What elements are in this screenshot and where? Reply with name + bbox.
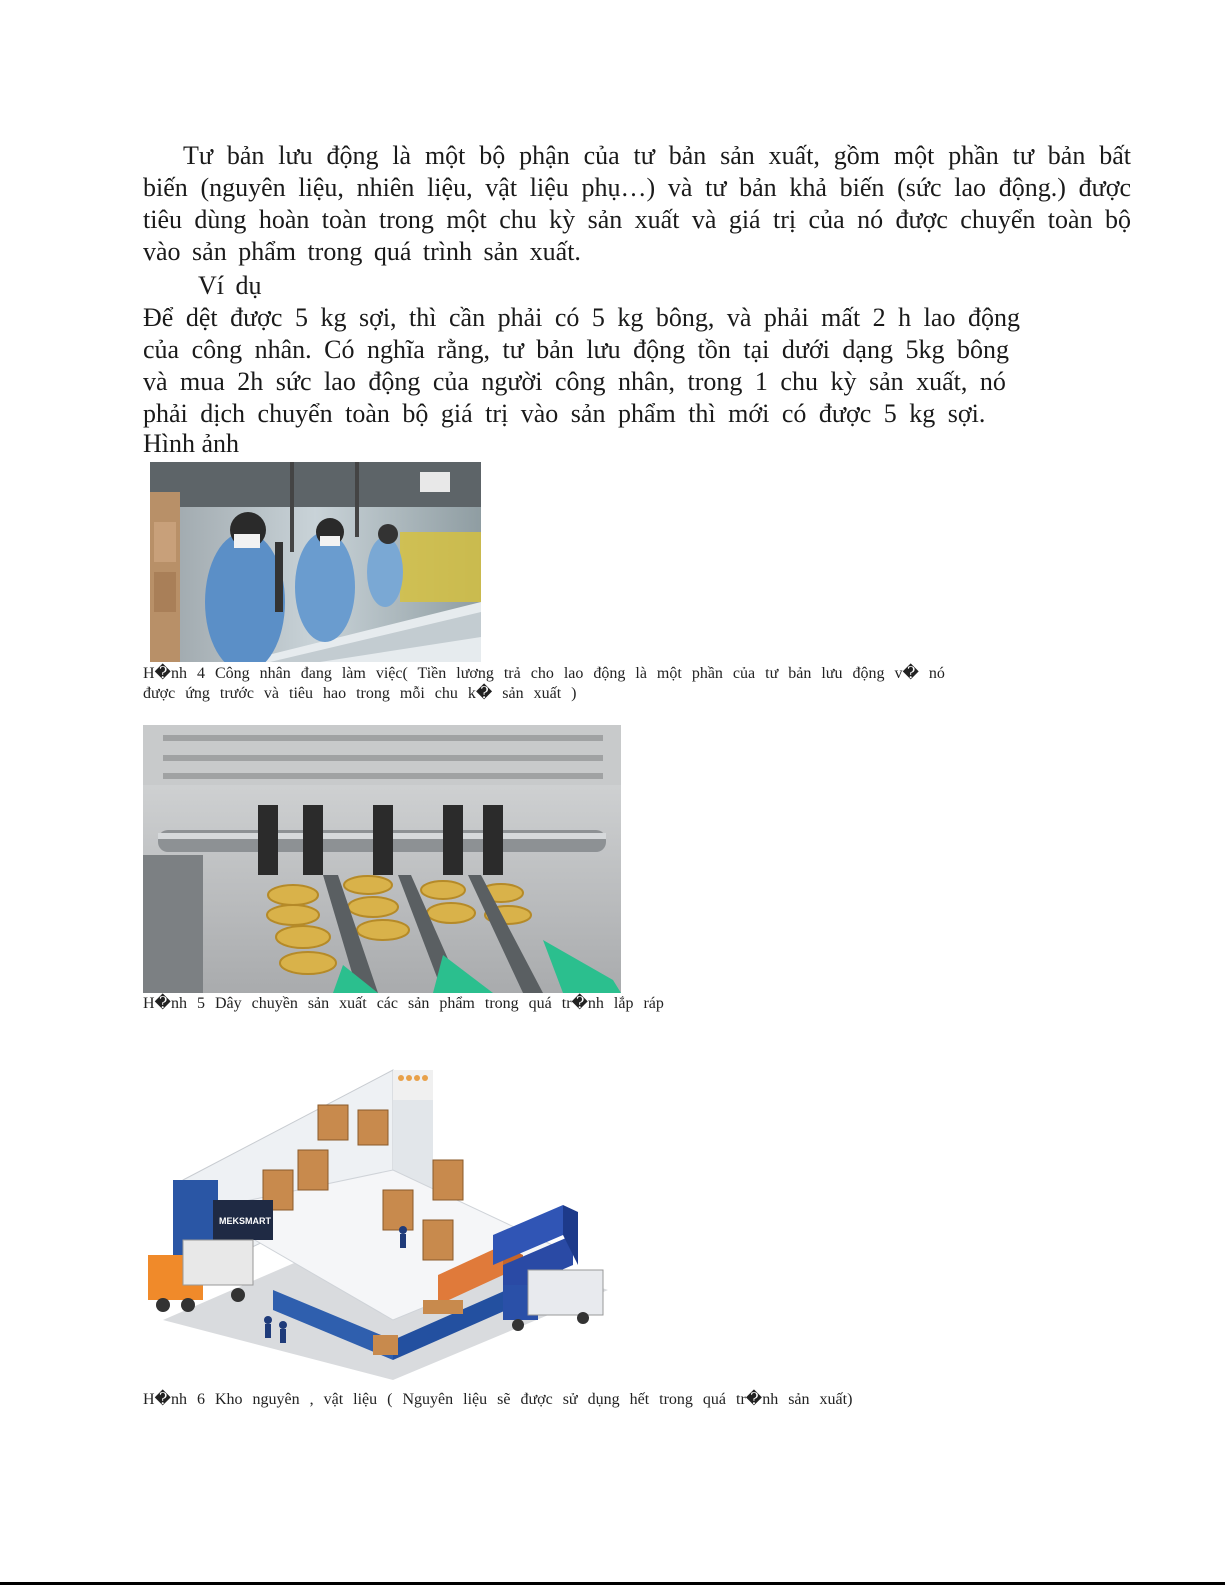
example-line: của công nhân. Có nghĩa rằng, tư bản lưu động tồn tại dưới dạng 5kg bông [143, 335, 1009, 364]
figure-5-caption: H�nh 5 Dây chuyền sản xuất các sản phẩm trong quá tr�nh lắp ráp [143, 995, 664, 1012]
biscuit-production-line-photo [143, 725, 621, 993]
figure-6-caption: H�nh 6 Kho nguyên , vật liệu ( Nguyên liệu sẽ được sử dụng hết trong quá tr�nh sản xuất) [143, 1391, 853, 1408]
paragraph-example [143, 302, 1103, 430]
factory-workers-photo [150, 462, 481, 662]
example-line: Để dệt được 5 kg sợi, thì cần phải có 5 kg bông, và phải mất 2 h lao động [143, 303, 1020, 332]
example-line: phải dịch chuyển toàn bộ giá trị vào sản phẩm thì mới có được 5 kg sợi. [143, 399, 986, 428]
warehouse-signage: MEKSMART [219, 1216, 271, 1226]
example-line: và mua 2h sức lao động của người công nhân, trong 1 chu kỳ sản xuất, nó [143, 367, 1006, 396]
example-heading: Ví dụ [198, 271, 262, 300]
paragraph-circulating-capital: Tư bản lưu động là một bộ phận của tư bản sản xuất, gồm một phần tư bản bất biến (nguyên liệu, nhiên liệu, vật liệu phụ…) và tư bản khả biến (sức lao động.) được tiêu dùng hoàn toàn trong một chu kỳ sản xuất và giá trị của nó được chuyển toàn bộ vào sản phẩm trong quá trình sản xuất. [143, 141, 1131, 266]
warehouse-isometric-illustration [143, 1050, 608, 1385]
figure-4-caption: H�nh 4 Công nhân đang làm việc( Tiền lương trả cho lao động là một phần của tư bản lưu động v� nó được ứng trước và tiêu hao trong mỗi chu k� sản xuất ) [143, 665, 945, 702]
images-heading: Hình ảnh [143, 429, 240, 458]
